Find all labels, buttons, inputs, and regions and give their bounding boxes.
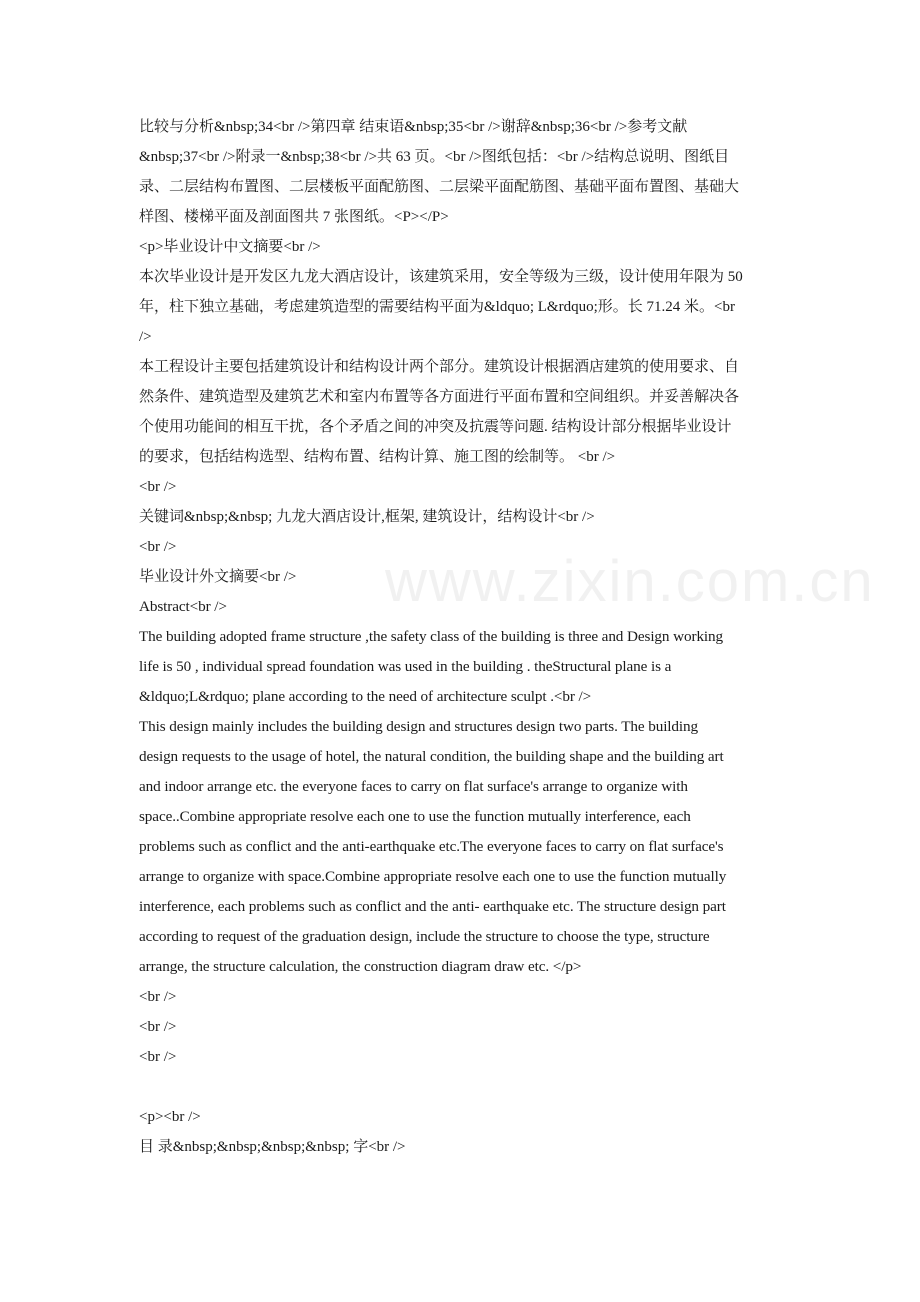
text-line: 比较与分析&nbsp;34<br />第四章 结束语&nbsp;35<br />谢辞&nbsp;36<br />参考文献: [139, 119, 688, 135]
text-line: 年，柱下独立基础，考虑建筑造型的需要结构平面为&ldquo; L&rdquo;形。长 71.24 米。<br: [139, 299, 735, 315]
text-line: <br />: [139, 1049, 177, 1065]
text-line: 的要求，包括结构选型、结构布置、结构计算、施工图的绘制等。 <br />: [139, 449, 616, 465]
text-line: &ldquo;L&rdquo; plane according to the need of architecture sculpt .<br />: [139, 688, 592, 705]
text-line: <br />: [139, 479, 177, 495]
text-line: The building adopted frame structure ,the safety class of the building is three and Design working: [139, 628, 724, 645]
document-body: [139, 112, 785, 1162]
text-line: 样图、楼梯平面及剖面图共 7 张图纸。<P></P>: [139, 209, 449, 225]
text-line: 然条件、建筑造型及建筑艺术和室内布置等各方面进行平面布置和空间组织。并妥善解决各: [139, 389, 740, 405]
text-line: 关键词&nbsp;&nbsp; 九龙大酒店设计,框架, 建筑设计，结构设计<br />: [139, 509, 595, 525]
text-line: <br />: [139, 1019, 177, 1035]
text-line: according to request of the graduation design, include the structure to choose the type, structure: [139, 928, 710, 945]
watermark: www.zixin.com.cn: [385, 549, 875, 614]
text-line: <p><br />: [139, 1109, 201, 1125]
text-line: <p>毕业设计中文摘要<br />: [139, 239, 321, 255]
text-line: 个使用功能间的相互干扰，各个矛盾之间的冲突及抗震等问题. 结构设计部分根据毕业设计: [139, 419, 732, 435]
text-line: 本工程设计主要包括建筑设计和结构设计两个部分。建筑设计根据酒店建筑的使用要求、自: [139, 359, 740, 375]
text-line: 目 录&nbsp;&nbsp;&nbsp;&nbsp; 字<br />: [139, 1139, 406, 1155]
text-line: and indoor arrange etc. the everyone faces to carry on flat surface's arrange to organize with: [139, 778, 688, 795]
blank-line: [139, 1072, 785, 1102]
text-line: 毕业设计外文摘要<br />: [139, 569, 297, 585]
text-line: arrange to organize with space.Combine appropriate resolve each one to use the function mutually: [139, 868, 727, 885]
text-line: <br />: [139, 989, 177, 1005]
text-line: life is 50 , individual spread foundation was used in the building . theStructural plane is a: [139, 658, 672, 675]
text-line: design requests to the usage of hotel, the natural condition, the building shape and the building art: [139, 748, 724, 765]
text-line: interference, each problems such as conflict and the anti- earthquake etc. The structure design part: [139, 898, 726, 915]
text-line: 录、二层结构布置图、二层楼板平面配筋图、二层梁平面配筋图、基础平面布置图、基础大: [139, 179, 740, 195]
text-line: />: [139, 329, 152, 345]
text-line: &nbsp;37<br />附录一&nbsp;38<br />共 63 页。<br />图纸包括：<br />结构总说明、图纸目: [139, 149, 730, 165]
text-line: problems such as conflict and the anti-earthquake etc.The everyone faces to carry on flat surface's: [139, 838, 724, 855]
text-line: arrange, the structure calculation, the construction diagram draw etc. </p>: [139, 958, 582, 975]
text-line: This design mainly includes the building design and structures design two parts. The building: [139, 718, 699, 735]
text-line: 本次毕业设计是开发区九龙大酒店设计，该建筑采用，安全等级为三级，设计使用年限为 50: [139, 269, 743, 285]
text-line: <br />: [139, 539, 177, 555]
text-line: space..Combine appropriate resolve each one to use the function mutually interference, each: [139, 808, 691, 825]
text-line: Abstract<br />: [139, 598, 227, 615]
